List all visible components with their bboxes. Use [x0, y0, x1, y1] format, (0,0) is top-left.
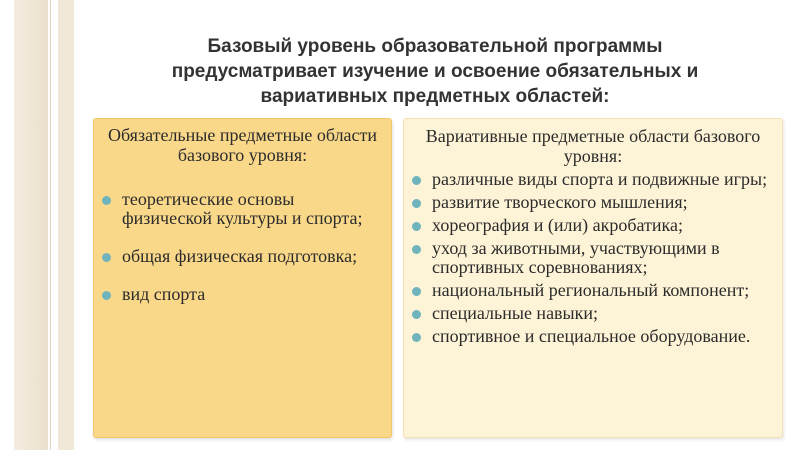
list-item-text: специальные навыки;: [432, 303, 599, 323]
list-item-text: развитие творческого мышления;: [432, 192, 688, 212]
list-item: [404, 170, 782, 189]
mandatory-areas-heading: Обязательные предметные области базового уровня:: [107, 125, 378, 165]
list-item: [404, 304, 782, 323]
list-item-text: вид спорта: [122, 284, 206, 304]
variable-areas-heading: Вариативные предметные области базового уровня:: [425, 126, 761, 166]
bullet-icon: [412, 176, 421, 185]
list-item-text: теоретические основы физической культуры и спорта;: [122, 189, 363, 228]
slide-title: Базовый уровень образовательной программы предусматривает изучение и освоение обязательных и вариативных предметных областей:: [171, 36, 699, 107]
bullet-icon: [412, 245, 421, 254]
list-item: [404, 327, 782, 346]
list-item-text: спортивное и специальное оборудование.: [432, 326, 751, 346]
list-item-text: хореография и (или) акробатика;: [432, 215, 683, 235]
list-item-text: общая физическая подготовка;: [122, 246, 358, 266]
mandatory-areas-list: [94, 190, 391, 304]
list-item: [404, 193, 782, 212]
list-item: [404, 239, 782, 277]
mandatory-areas-panel: [93, 118, 392, 438]
variable-areas-panel: [403, 118, 783, 438]
list-item: [404, 216, 782, 235]
decorative-bar-narrow: [58, 0, 74, 450]
list-item: [94, 190, 391, 228]
bullet-icon: [102, 196, 111, 205]
bullet-icon: [102, 253, 111, 262]
decorative-bar: [14, 0, 48, 450]
bullet-icon: [412, 222, 421, 231]
bullet-icon: [412, 310, 421, 319]
bullet-icon: [412, 333, 421, 342]
decorative-line: [50, 0, 51, 450]
list-item: [94, 285, 391, 304]
list-item: [404, 281, 782, 300]
bullet-icon: [102, 291, 111, 300]
list-item-text: уход за животными, участвующими в спортивных соревнованиях;: [432, 238, 720, 277]
bullet-icon: [412, 287, 421, 296]
list-item: [94, 247, 391, 266]
variable-areas-list: [404, 170, 782, 346]
bullet-icon: [412, 199, 421, 208]
list-item-text: различные виды спорта и подвижные игры;: [432, 169, 768, 189]
list-item-text: национальный региональный компонент;: [432, 280, 750, 300]
